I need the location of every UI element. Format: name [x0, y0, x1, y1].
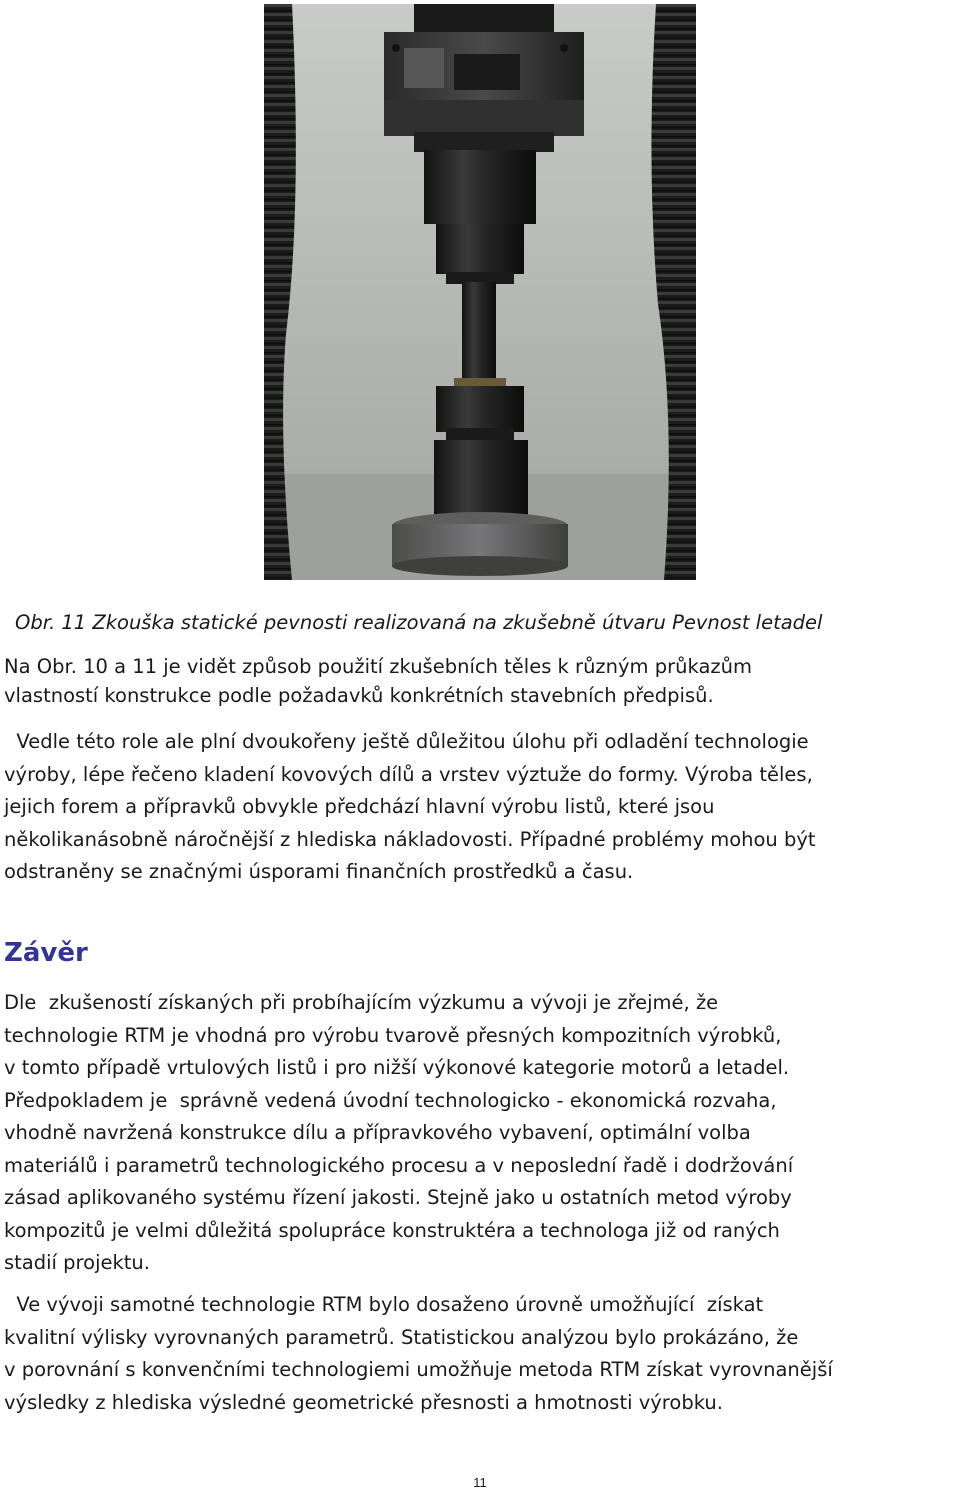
- text-line: Dle zkušeností získaných při probíhajícím výzkumu a vývoji je zřejmé, že: [4, 991, 719, 1014]
- text-line: kompozitů je velmi důležitá spolupráce konstruktéra a technologa již od raných: [4, 1218, 780, 1242]
- text-line: odstraněny se značnými úsporami finančních prostředků a času.: [4, 860, 634, 883]
- text-line: výroby, lépe řečeno kladení kovových dílů a vrstev výztuže do formy. Výroba těles,: [4, 762, 813, 786]
- paragraph-results: [4, 1289, 956, 1419]
- text-line: zásad aplikovaného systému řízení jakosti. Stejně jako u ostatních metod výroby: [4, 1186, 792, 1209]
- text-line: Ve vývoji samotné technologie RTM bylo dosaženo úrovně umožňující získat: [4, 1293, 764, 1316]
- paragraph-conclusion: [4, 987, 956, 1280]
- paragraph-intro: [4, 652, 956, 710]
- paragraph-technology: [4, 726, 956, 889]
- text-line: Vedle této role ale plní dvoukořeny ještě důležitou úlohu při odladění technologie: [4, 730, 809, 753]
- text-line: v tomto případě vrtulových listů i pro nižší výkonové kategorie motorů a letadel.: [4, 1056, 790, 1079]
- text-line: Na Obr. 10 a 11 je vidět způsob použití zkušebních těles k různým průkazům: [4, 655, 752, 678]
- text-line: materiálů i parametrů technologického procesu a v neposlední řadě i dodržování: [4, 1153, 794, 1177]
- text-line: v porovnání s konvenčními technologiemi umožňuje metoda RTM získat vyrovnanější: [4, 1358, 833, 1381]
- text-line: stadií projektu.: [4, 1251, 150, 1274]
- page-number: 11: [473, 1475, 487, 1490]
- text-line: jejich forem a přípravků obvykle předchází hlavní výrobu listů, které jsou: [4, 795, 715, 818]
- text-line: několikanásobně náročnější z hlediska nákladovosti. Případné problémy mohou být: [4, 827, 816, 851]
- figure-caption: Obr. 11 Zkouška statické pevnosti realizovaná na zkušebně útvaru Pevnost letadel: [15, 611, 823, 634]
- test-rig-photo: [264, 4, 696, 580]
- text-line: technologie RTM je vhodná pro výrobu tvarově přesných kompozitních výrobků,: [4, 1023, 782, 1047]
- section-heading: Závěr: [4, 938, 88, 968]
- text-line: výsledky z hlediska výsledné geometrické přesnosti a hmotnosti výrobku.: [4, 1390, 723, 1414]
- text-line: Předpokladem je správně vedená úvodní technologicko - ekonomická rozvaha,: [4, 1088, 777, 1112]
- text-line: kvalitní výlisky vyrovnaných parametrů. Statistickou analýzou bylo prokázáno, že: [4, 1325, 799, 1349]
- text-line: vhodně navržená konstrukce dílu a přípravkového vybavení, optimální volba: [4, 1121, 751, 1144]
- text-line: vlastností konstrukce podle požadavků konkrétních stavebních předpisů.: [4, 684, 714, 707]
